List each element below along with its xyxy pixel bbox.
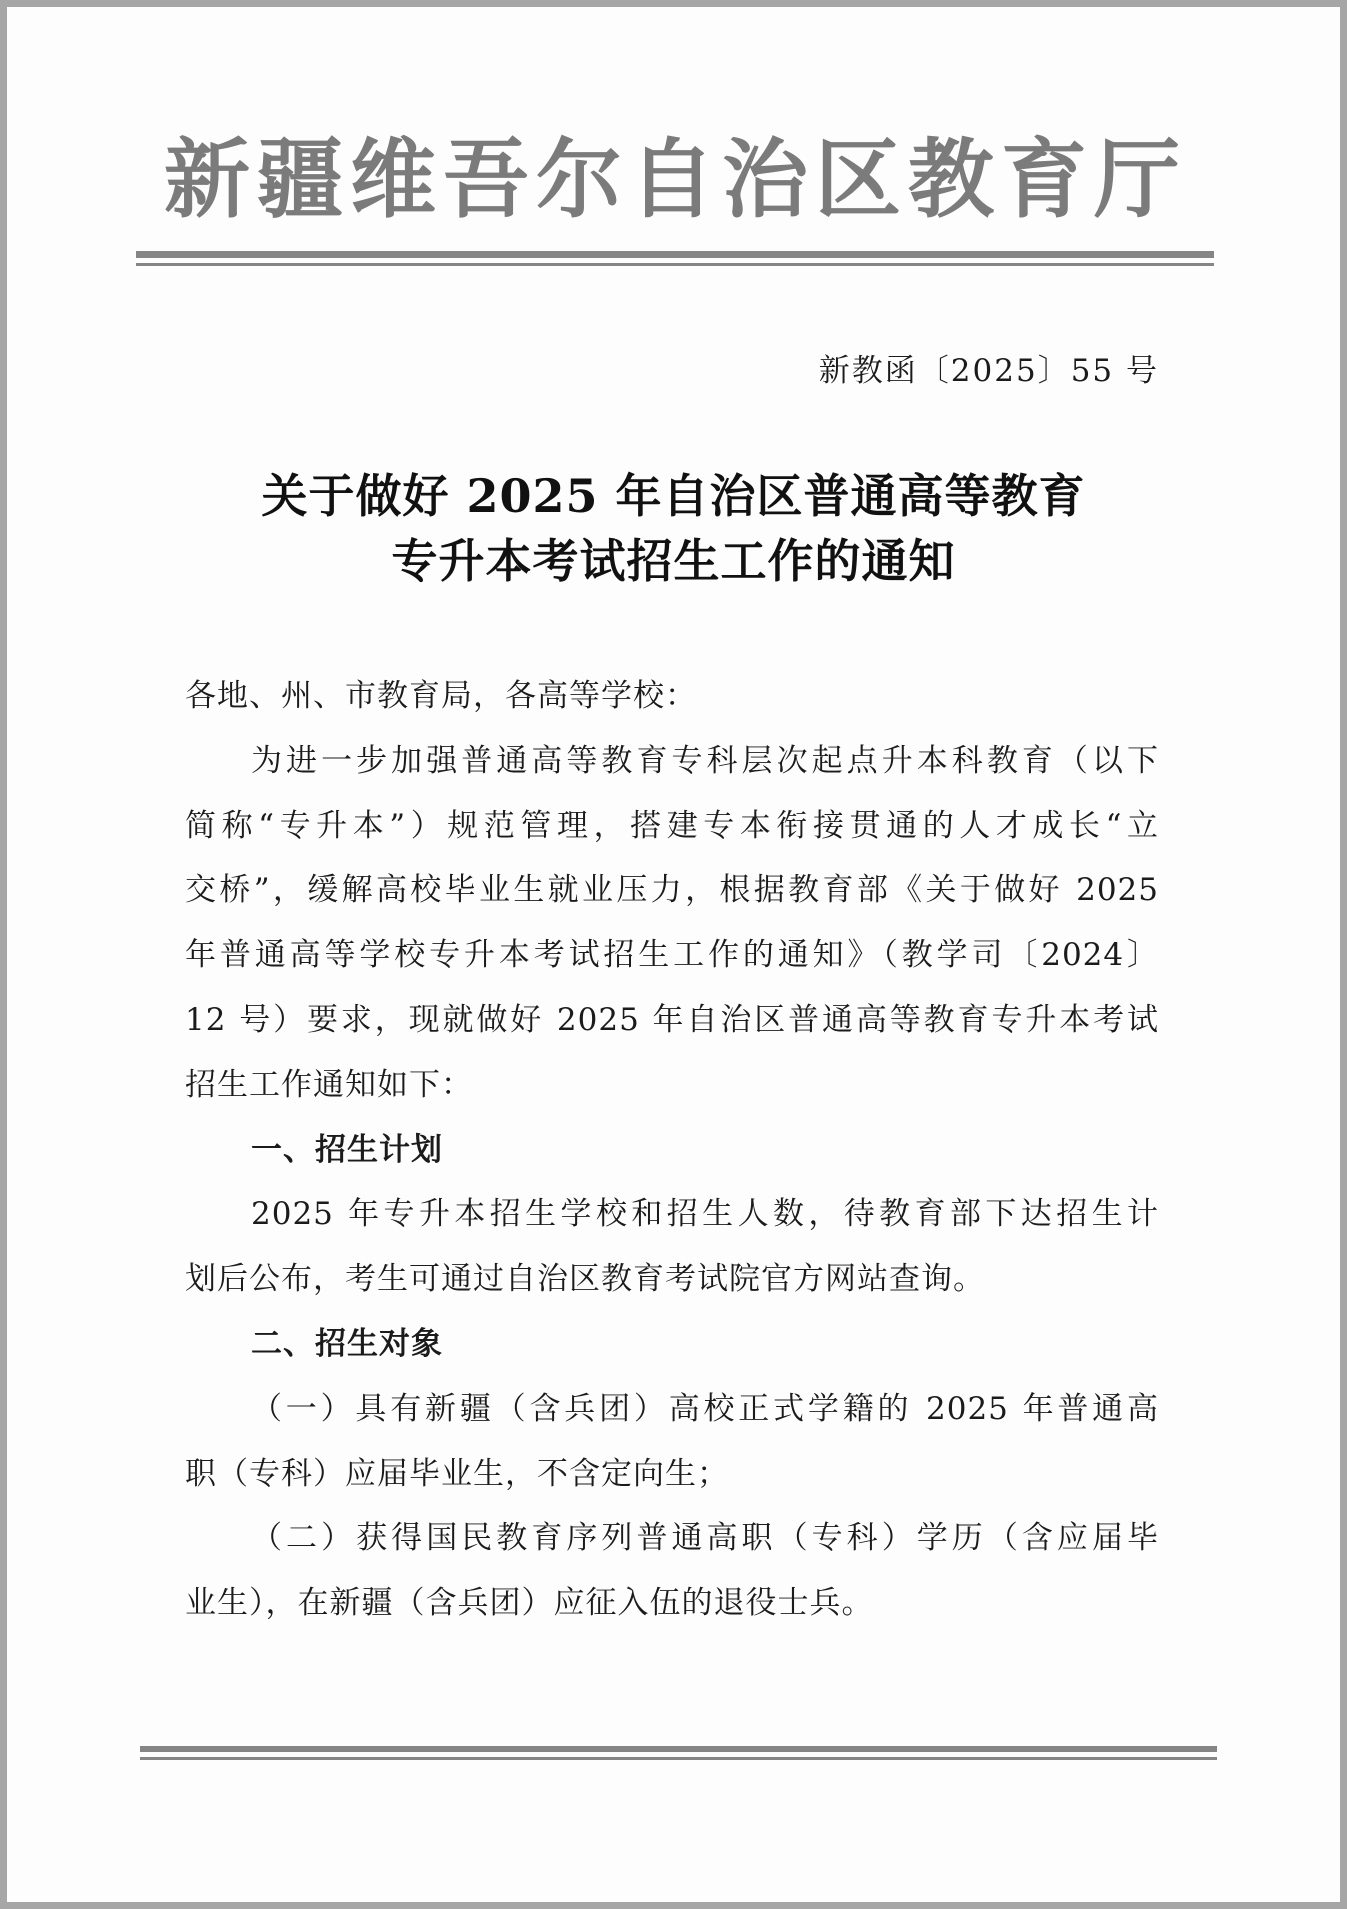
letterhead-title: 新疆维吾尔自治区教育厅: [164, 129, 1187, 230]
document-number: 新教函〔2025〕55 号: [818, 353, 1159, 389]
paragraph-line: 招生工作通知如下：: [185, 1066, 473, 1103]
paragraph-line: 交桥”，缓解高校毕业生就业压力，根据教育部《关于做好 2025: [185, 872, 1159, 909]
paragraph-line: 简称“专升本”）规范管理，搭建专本衔接贯通的人才成长“立: [185, 807, 1159, 844]
document-title-line-2: 专升本考试招生工作的通知: [391, 534, 956, 588]
salutation: 各地、州、市教育局，各高等学校：: [185, 678, 697, 714]
section-heading-enrollment-targets: 二、招生对象: [251, 1325, 443, 1362]
paragraph-line: 职（专科）应届毕业生，不含定向生；: [185, 1455, 729, 1492]
paragraph-line: 年普通高等学校专升本考试招生工作的通知》（教学司〔2024〕: [185, 937, 1159, 974]
document-title-line-1: 关于做好 2025 年自治区普通高等教育: [261, 469, 1086, 523]
paragraph-line: （二）获得国民教育序列普通高职（专科）学历（含应届毕: [251, 1520, 1159, 1557]
paragraph-line: 2025 年专升本招生学校和招生人数，待教育部下达招生计: [251, 1196, 1159, 1233]
section-heading-enrollment-plan: 一、招生计划: [251, 1131, 443, 1168]
paragraph-line: 业生），在新疆（含兵团）应征入伍的退役士兵。: [185, 1585, 874, 1622]
paragraph-line: 12 号）要求，现就做好 2025 年自治区普通高等教育专升本考试: [185, 1001, 1159, 1038]
paragraph-line: （一）具有新疆（含兵团）高校正式学籍的 2025 年普通高: [251, 1390, 1159, 1427]
paragraph-line: 为进一步加强普通高等教育专科层次起点升本科教育（以下: [251, 742, 1159, 779]
paragraph-line: 划后公布，考生可通过自治区教育考试院官方网站查询。: [185, 1261, 985, 1298]
